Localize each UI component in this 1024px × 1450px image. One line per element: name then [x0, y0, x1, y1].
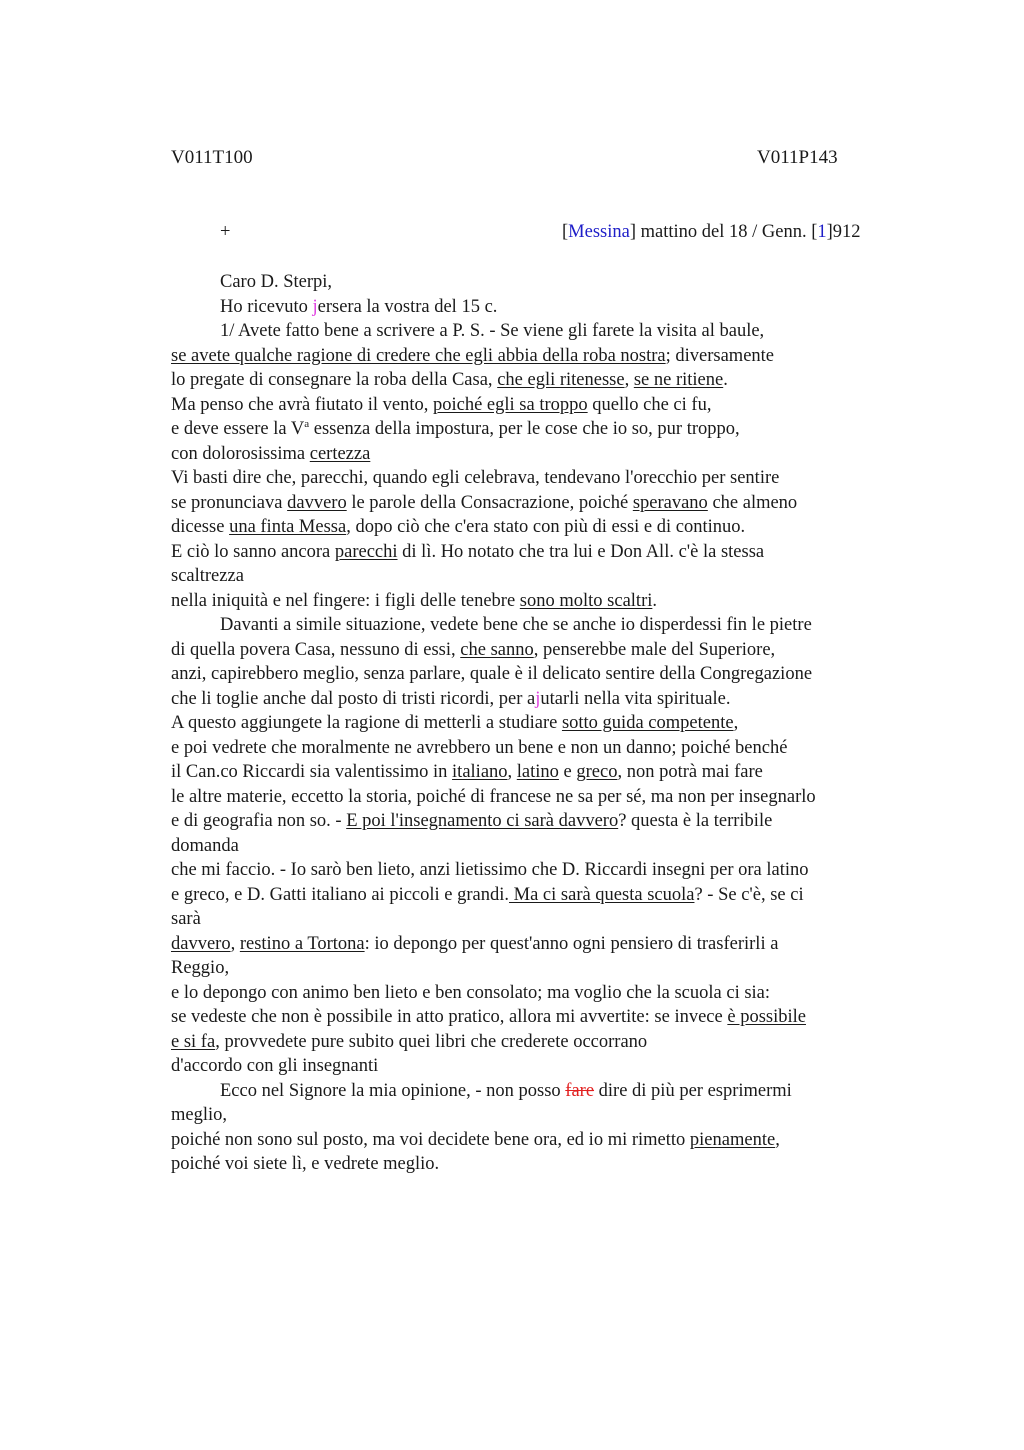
text-line [171, 540, 891, 565]
text-line [171, 417, 891, 442]
salutation: Caro D. Sterpi, [220, 272, 333, 292]
text-run: e greco, e D. Gatti italiano ai piccoli e grandi. [171, 884, 510, 905]
underlined-text: una finta Messa [229, 517, 347, 537]
text-run: ; diversamente [665, 345, 775, 366]
text-run: se pronunciava [171, 492, 288, 513]
text-line: poiché voi siete lì, e vedrete meglio. [171, 1154, 440, 1174]
underlined-text: latino [516, 762, 559, 782]
underlined-text: parecchi [334, 541, 398, 562]
text-line [171, 442, 891, 467]
text-line [171, 368, 891, 393]
text-line [171, 589, 891, 614]
text-line: e poi vedrete che moralmente ne avrebbero un bene e non un danno; poiché benché [171, 737, 788, 758]
text-run: utarli nella vita spirituale. [540, 688, 731, 709]
text-run: Ecco nel Signore la mia opinione, - non posso [220, 1080, 566, 1101]
text-line [171, 932, 891, 957]
document-code-left: V011T100 [171, 147, 253, 168]
text-run: Ma penso che avrà fiutato il vento, [171, 394, 433, 415]
underlined-text: e si fa [171, 1031, 216, 1052]
document-code-right: V011P143 [757, 147, 838, 168]
text-run: ? questa è la terribile [618, 811, 773, 831]
text-run: con dolorosissima [171, 443, 310, 464]
text-run: di lì. Ho notato che tra lui e Don All. c'è la stessa [397, 541, 765, 562]
text-line [171, 1128, 891, 1153]
underlined-text: E poi l'insegnamento ci sarà davvero [346, 811, 619, 831]
underlined-text: restino a Tortona [239, 933, 365, 954]
text-run: , dopo ciò che c'era stato con più di essi e di continuo. [346, 517, 746, 537]
underlined-text: sotto guida competente [561, 713, 734, 733]
text-run: lo pregate di consegnare la roba della Casa, [171, 370, 498, 390]
date-text: ] mattino del 18 / Genn. [ [629, 222, 818, 242]
deleted-text: fare [565, 1080, 595, 1101]
text-run: . [652, 590, 657, 611]
text-line [171, 491, 891, 516]
text-line [171, 687, 891, 712]
text-line: 1/ Avete fatto bene a scrivere a P. S. - Se viene gli farete la visita al baule, [220, 321, 765, 341]
text-line [171, 638, 891, 663]
text-run: essenza della impostura, per le cose che io so, pur troppo, [309, 419, 740, 439]
underlined-text: davvero [171, 933, 231, 954]
text-line [171, 883, 891, 908]
text-run: ? - Se c'è, se ci [694, 884, 804, 905]
cross-mark: + [220, 222, 231, 242]
letter-body [171, 270, 891, 1177]
text-run: di quella povera Casa, nessuno di essi, [171, 639, 461, 660]
text-run: il Can.co Riccardi sia valentissimo in [171, 762, 453, 782]
underlined-text: poiché egli sa troppo [433, 394, 588, 415]
superscript: a [304, 418, 310, 430]
correction-mark: j [312, 296, 318, 317]
text-line: anzi, capirebbero meglio, senza parlare, quale è il delicato sentire della Congregazione [171, 664, 813, 684]
text-line: sarà [171, 909, 201, 929]
text-run: , penserebbe male del Superiore, [533, 639, 776, 660]
bracket-open: [ [562, 222, 569, 242]
text-run: , non potrà mai fare [617, 762, 763, 782]
correction-mark: j [535, 688, 541, 709]
text-run: Ho ricevuto [220, 296, 313, 317]
text-line: d'accordo con gli insegnanti [171, 1056, 379, 1076]
text-run: le parole della Consacrazione, poiché [346, 492, 633, 513]
text-run: A questo aggiungete la ragione di metterli a studiare [171, 713, 562, 733]
text-run: , [733, 713, 739, 733]
text-run: , [230, 933, 240, 954]
year-fix: 1 [817, 222, 827, 242]
underlined-text: pienamente [689, 1129, 776, 1150]
underlined-text: certezza [309, 443, 371, 464]
text-line: e lo depongo con animo ben lieto e ben consolato; ma voglio che la scuola ci sia: [171, 982, 771, 1003]
text-run: nella iniquità e nel fingere: i figli delle tenebre [171, 590, 520, 611]
text-run: , [624, 370, 634, 390]
text-line [171, 760, 891, 785]
text-run: : io depongo per quest'anno ogni pensiero di trasferirli a [364, 933, 779, 954]
underlined-text: è possibile [727, 1007, 806, 1027]
text-line: Davanti a simile situazione, vedete bene che se anche io disperdessi fin le pietre [220, 615, 812, 635]
dateline [562, 222, 861, 243]
text-run: E ciò lo sanno ancora [171, 541, 335, 562]
text-run: , provvedete pure subito quei libri che crederete occorrano [215, 1031, 648, 1052]
underlined-text: italiano [452, 762, 508, 782]
underlined-text: Ma ci sarà questa scuola [509, 884, 695, 905]
text-run: ersera la vostra del 15 c. [317, 296, 498, 317]
text-run: dicesse [171, 517, 230, 537]
text-run: , [775, 1129, 780, 1150]
text-run: poiché non sono sul posto, ma voi decidete bene ora, ed io mi rimetto [171, 1129, 690, 1150]
text-line [171, 1005, 891, 1030]
text-line [171, 393, 891, 418]
text-line: domanda [171, 835, 239, 856]
underlined-text: se ne ritiene [633, 370, 724, 390]
text-line [171, 344, 891, 369]
place-name: Messina [568, 222, 630, 242]
text-line [171, 295, 891, 320]
text-run: quello che ci fu, [587, 394, 712, 415]
text-line: Reggio, [171, 958, 230, 978]
text-run: , [507, 762, 517, 782]
underlined-text: speravano [632, 492, 708, 513]
underlined-text: che sanno [460, 639, 534, 660]
underlined-text: sono molto scaltri [519, 590, 653, 611]
year-rest: ]912 [826, 222, 861, 242]
text-line: le altre materie, eccetto la storia, poiché di francese ne sa per sé, ma non per insegnarlo [171, 786, 816, 807]
text-run: e di geografia non so. - [171, 811, 347, 831]
text-line [171, 1030, 891, 1055]
text-run: se vedeste che non è possibile in atto pratico, allora mi avvertite: se invece [171, 1007, 728, 1027]
text-line: che mi faccio. - Io sarò ben lieto, anzi lietissimo che D. Riccardi insegni per ora latino [171, 860, 809, 880]
underlined-text: davvero [287, 492, 347, 513]
text-line [171, 1079, 891, 1104]
underlined-text: greco [576, 762, 618, 782]
underlined-text: se avete qualche ragione di credere che egli abbia della roba nostra [171, 345, 666, 366]
text-line: scaltrezza [171, 566, 244, 586]
underlined-text: che egli ritenesse [497, 370, 625, 390]
text-line [171, 711, 891, 736]
text-line [171, 809, 891, 834]
text-run: dire di più per esprimermi [594, 1080, 792, 1101]
text-run: . [723, 370, 728, 390]
text-run: e deve essere la V [171, 419, 305, 439]
text-line: Vi basti dire che, parecchi, quando egli celebrava, tendevano l'orecchio per sentire [171, 468, 780, 488]
text-run: e [558, 762, 577, 782]
text-run: che li toglie anche dal posto di tristi ricordi, per a [171, 688, 536, 709]
text-run: che almeno [707, 492, 798, 513]
text-line: meglio, [171, 1105, 228, 1125]
text-line [171, 515, 891, 540]
